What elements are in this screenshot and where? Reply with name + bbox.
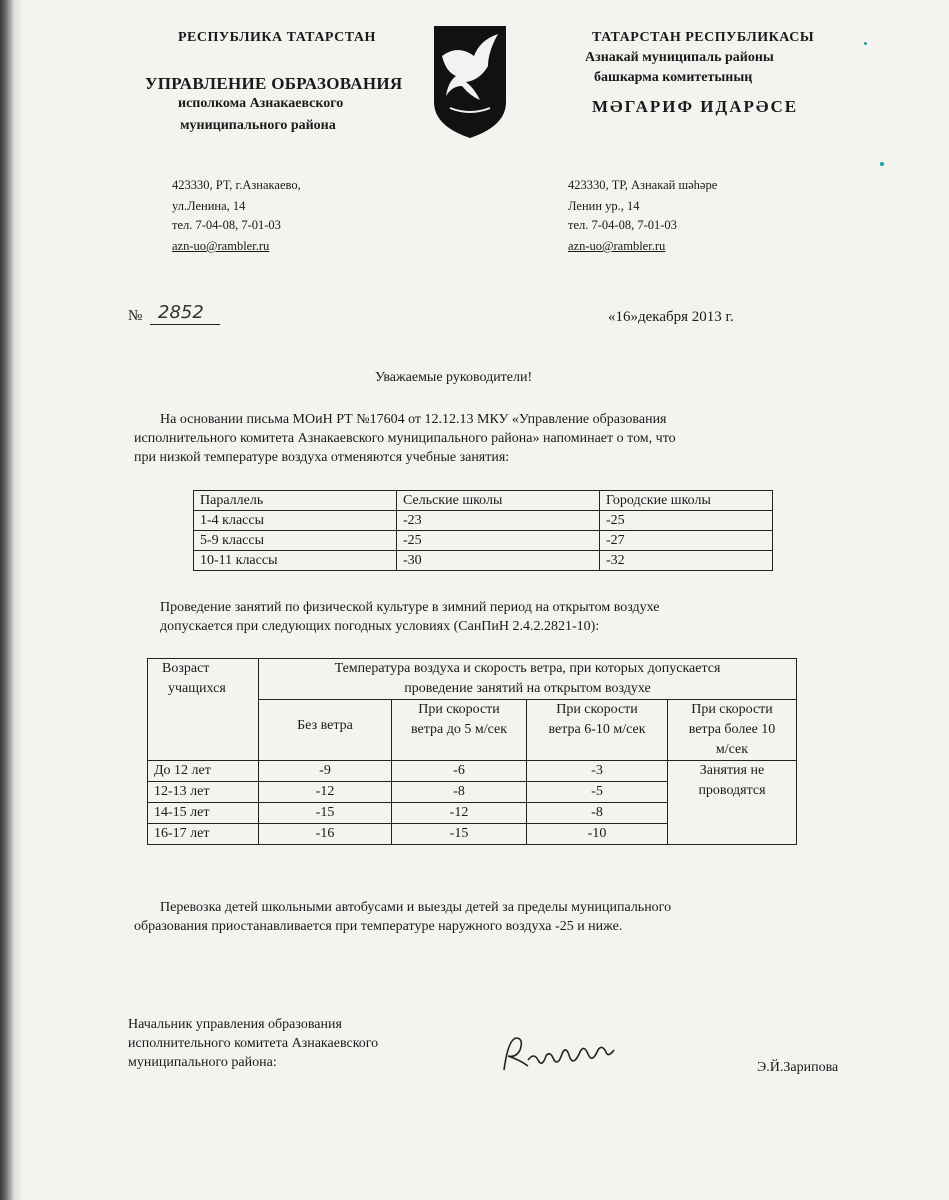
note-line: проводятся [698,783,766,798]
doc-number: 2852 [158,302,204,323]
doc-date: «16»декабря 2013 г. [608,309,734,325]
table-cell: 14-15 лет [148,803,259,824]
table-cell: -8 [527,803,668,824]
table-row [148,761,797,782]
header-right-org: МӘГАРИФ ИДАРӘСЕ [592,97,799,116]
table-cell: -23 [397,511,600,531]
paragraph-2 [160,598,659,636]
table-cell: До 12 лет [148,761,259,782]
table-cell: 16-17 лет [148,824,259,845]
email-link[interactable]: azn-uo@rambler.ru [172,239,270,253]
header-line: При скорости [691,702,773,717]
scan-edge-gradient [14,0,24,1200]
header-line: учащихся [168,681,226,696]
header-line: Температура воздуха и скорость ветра, при которых допускается [334,661,721,676]
table-cell: -3 [527,761,668,782]
phone-line: тел. 7-04-08, 7-01-03 [568,218,677,232]
table-header-cell: Сельские школы [397,491,600,511]
phone-line: тел. 7-04-08, 7-01-03 [172,218,281,232]
header-left-republic: РЕСПУБЛИКА ТАТАРСТАН [178,30,376,45]
table-cell: -27 [600,531,773,551]
temperature-cancel-table [193,490,773,571]
header-line: При скорости [556,702,638,717]
signatory-title [128,1015,378,1072]
table-header-cell: Параллель [194,491,397,511]
paragraph-line: Перевозка детей школьными автобусами и выезды детей за пределы муниципального [160,900,672,915]
table-cell: -9 [259,761,392,782]
table-cell: -5 [527,782,668,803]
table-cell: 5-9 классы [194,531,397,551]
header-line: ветра до 5 м/сек [410,722,508,737]
address-line: ул.Ленина, 14 [172,199,246,213]
salutation: Уважаемые руководители! [375,370,533,385]
header-left-org: УПРАВЛЕНИЕ ОБРАЗОВАНИЯ [145,74,403,93]
table-header-cell: Городские школы [600,491,773,511]
table-cell: 1-4 классы [194,511,397,531]
header-right-republic: ТАТАРСТАН РЕСПУБЛИКАСЫ [592,30,815,45]
signatory-line: Начальник управления образования [128,1017,342,1032]
paragraph-line: допускается при следующих погодных условиях (СанПиН 2.4.2.2821-10): [160,619,600,634]
header-line: Возраст [162,661,210,676]
header-right-line2: Азнакай муниципаль районы [585,50,774,65]
group-header-cell [259,659,797,700]
subheader-cell [527,700,668,761]
header-line: Без ветра [297,718,353,733]
paragraph-line: На основании письма МОиН РТ №17604 от 12.12.13 МКУ «Управление образования [160,412,667,427]
age-header-cell [148,659,259,761]
header-left-sub2: муниципального района [180,118,336,133]
table-cell: 10-11 классы [194,551,397,571]
table-cell: -32 [600,551,773,571]
note-line: Занятия не [699,763,765,778]
address-line: Ленин ур., 14 [568,199,640,213]
bird-emblem-icon [430,22,510,142]
table-cell: 12-13 лет [148,782,259,803]
scan-edge-shadow [0,0,14,1200]
header-left-sub1: исполкома Азнакаевского [178,96,344,111]
table-row [194,531,773,551]
paragraph-line: при низкой температуре воздуха отменяются учебные занятия: [134,450,510,465]
table-row [194,551,773,571]
header-line: При скорости [418,702,500,717]
table-cell: -6 [392,761,527,782]
scan-speck [880,162,884,166]
scan-speck [864,42,867,45]
table-cell: -16 [259,824,392,845]
table-cell: -25 [600,511,773,531]
header-line: проведение занятий на открытом воздухе [404,681,651,696]
doc-number-prefix: № [128,308,143,324]
table-cell: -10 [527,824,668,845]
address-line: 423330, ТР, Азнакай шәһәре [568,178,718,192]
table-cell: -30 [397,551,600,571]
doc-number-underline [150,324,220,325]
table-row [194,511,773,531]
table-header-row [148,659,797,700]
table-cell: -15 [259,803,392,824]
table-header-row [194,491,773,511]
table-cell: -25 [397,531,600,551]
signatory-line: исполнительного комитета Азнакаевского [128,1036,379,1051]
signatory-name: Э.Й.Зарипова [757,1060,839,1075]
email-link[interactable]: azn-uo@rambler.ru [568,239,666,253]
subheader-cell [668,700,797,761]
merged-note-cell [668,761,797,845]
table-cell: -12 [392,803,527,824]
table-cell: -15 [392,824,527,845]
paragraph-1 [134,410,676,467]
header-left-address [172,176,301,256]
header-line: ветра более 10 [688,722,776,737]
header-line: ветра 6-10 м/сек [548,722,646,737]
subheader-cell [392,700,527,761]
paragraph-line: Проведение занятий по физической культуре в зимний период на открытом воздухе [160,600,660,615]
paragraph-line: образования приостанавливается при температуре наружного воздуха -25 и ниже. [134,919,623,934]
handwritten-signature-icon [498,1030,616,1078]
table-cell: -12 [259,782,392,803]
table-cell: -8 [392,782,527,803]
header-right-line3: башкарма комитетының [594,70,753,85]
subheader-cell [259,700,392,761]
physical-education-table [147,658,797,845]
paragraph-3 [134,898,671,936]
header-right-address [568,176,717,256]
address-line: 423330, РТ, г.Азнакаево, [172,178,301,192]
paragraph-line: исполнительного комитета Азнакаевского муниципального района» напоминает о том, что [134,431,676,446]
signatory-line: муниципального района: [128,1055,277,1070]
header-line: м/сек [715,742,749,757]
